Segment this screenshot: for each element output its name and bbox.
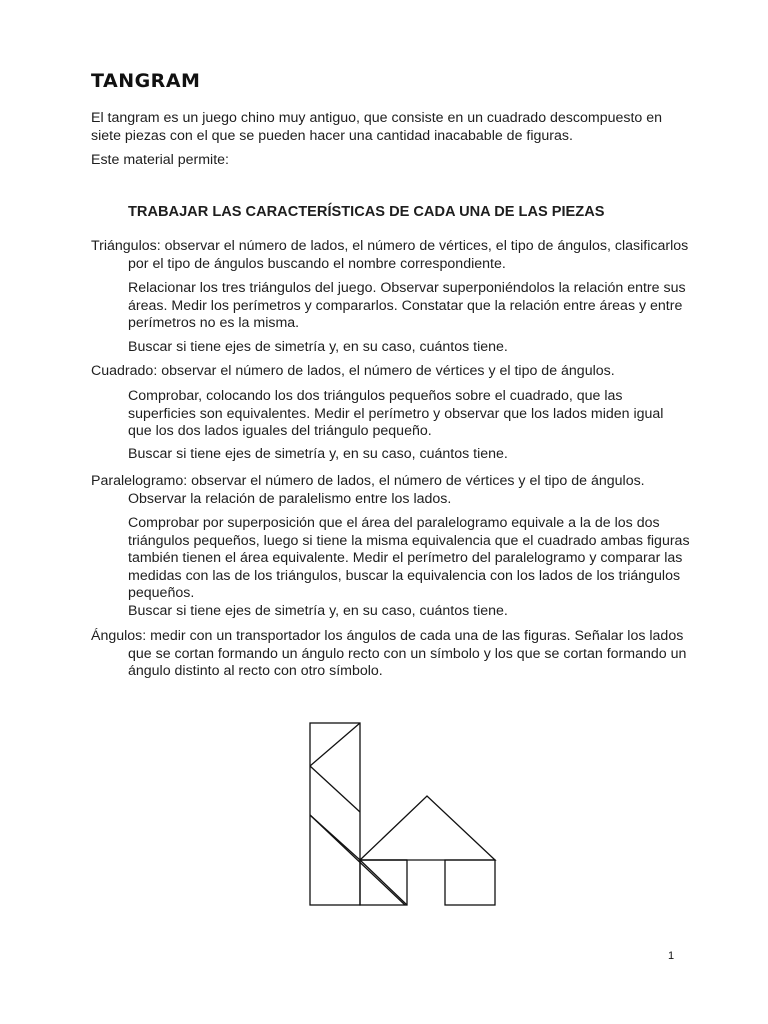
intro-paragraph: El tangram es un juego chino muy antiguo, que consiste en un cuadrado descompuesto en siete piezas con el que se pueden hacer una cantidad inacabable de figuras.: [91, 110, 663, 144]
paralelogramo-paragraph: Paralelogramo: observar el número de lados, el número de vértices y el tipo de ángulos. Observar la relación de paralelismo entre los lados.: [91, 473, 645, 507]
cuadrado-sub-superficies: Comprobar, colocando los dos triángulos pequeños sobre el cuadrado, que las superficies son equivalentes. Medir el perímetro y observar que los lados miden igual que los dos lados iguales del triángulo pequeño.: [128, 388, 664, 439]
triangulos-sub-areas: Relacionar los tres triángulos del juego. Observar superponiéndolos la relación entre sus áreas. Medir los perímetros y compararlos. Constatar que la relación entre áreas y entre perímetros no es la misma.: [128, 280, 686, 331]
tangram-column-outline: [310, 723, 360, 905]
tangram-right-square: [445, 860, 495, 905]
intro-lead: Este material permite:: [91, 152, 229, 168]
triangulos-paragraph: Triángulos: observar el número de lados, el número de vértices, el tipo de ángulos, clasificarlos por el tipo de ángulos buscando el nombre correspondiente.: [91, 238, 689, 272]
page-number: 1: [668, 950, 675, 962]
tangram-edge: [310, 723, 360, 766]
angulos-paragraph: Ángulos: medir con un transportador los ángulos de cada una de las figuras. Señalar los lados que se cortan formando un ángulo recto con un símbolo y los que se cortan formando un ángulo distinto al recto con otro símbolo.: [91, 628, 687, 679]
paralelogramo-sub-simetria: Buscar si tiene ejes de simetría y, en su caso, cuántos tiene.: [128, 603, 508, 619]
triangulos-sub-simetria: Buscar si tiene ejes de simetría y, en su caso, cuántos tiene.: [128, 339, 508, 355]
paralelogramo-sub-area: Comprobar por superposición que el área del paralelogramo equivale a la de los dos triángulos pequeños, luego si tiene la misma equivalencia que el cuadrado ambas figuras también tienen el área equivalente. Medir el perímetro del paralelogramo y comparar las medidas con las de los triángulos, buscar la equivalencia con los lados de los triángulos pequeños.: [128, 515, 690, 601]
tangram-edge: [360, 860, 407, 905]
tangram-roof-triangle: [360, 796, 495, 860]
section-heading: TRABAJAR LAS CARACTERÍSTICAS DE CADA UNA DE LAS PIEZAS: [128, 204, 605, 220]
page-title: TANGRAM: [91, 70, 201, 92]
cuadrado-sub-simetria: Buscar si tiene ejes de simetría y, en su caso, cuántos tiene.: [128, 446, 508, 462]
cuadrado-paragraph: Cuadrado: observar el número de lados, el número de vértices y el tipo de ángulos.: [91, 363, 615, 379]
tangram-figure: [300, 715, 500, 910]
tangram-edge: [310, 766, 360, 812]
